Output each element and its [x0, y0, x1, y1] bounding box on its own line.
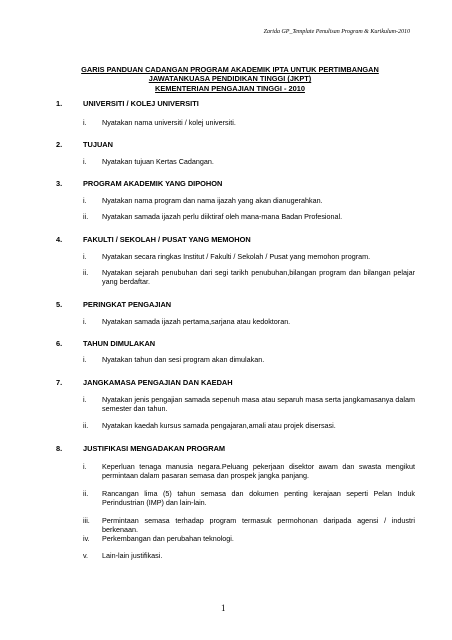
section-title: UNIVERSITI / KOLEJ UNIVERSITI: [83, 99, 199, 108]
item-numeral: i.: [83, 118, 87, 127]
list-item: [83, 516, 415, 535]
list-item: [83, 196, 415, 205]
section-number: 4.: [56, 235, 63, 244]
section-number: 2.: [56, 140, 63, 149]
item-text: Nyatakan jenis pengajian samada sepenuh masa atau separuh masa serta jangkamasanya dalam semester dan tahun.: [102, 395, 415, 414]
item-text: Nyatakan nama program dan nama ijazah yang akan dianugerahkan.: [102, 196, 323, 205]
item-numeral: ii.: [83, 268, 89, 277]
item-numeral: i.: [83, 196, 87, 205]
item-text: Nyatakan tahun dan sesi program akan dimulakan.: [102, 355, 265, 364]
section-number: 3.: [56, 179, 63, 188]
section-title: JANGKAMASA PENGAJIAN DAN KAEDAH: [83, 378, 233, 387]
item-numeral: i.: [83, 355, 87, 364]
title-line: KEMENTERIAN PENGAJIAN TINGGI - 2010: [155, 83, 305, 93]
item-text: Nyatakan tujuan Kertas Cadangan.: [102, 157, 214, 166]
list-item: [83, 551, 415, 560]
item-numeral: ii.: [83, 421, 89, 430]
item-numeral: iii.: [83, 516, 90, 525]
section-number: 1.: [56, 99, 63, 108]
list-item: [83, 534, 415, 543]
item-numeral: v.: [83, 551, 89, 560]
item-text: Nyatakan nama universiti / kolej universiti.: [102, 118, 236, 127]
item-text: Perkembangan dan perubahan teknologi.: [102, 534, 234, 543]
item-numeral: i.: [83, 317, 87, 326]
list-item: [83, 395, 415, 414]
item-text: Permintaan semasa terhadap program termasuk permohonan daripada agensi / industri berkenaan.: [102, 516, 415, 535]
section-number: 7.: [56, 378, 63, 387]
title-line: GARIS PANDUAN CADANGAN PROGRAM AKADEMIK IPTA UNTUK PERTIMBANGAN: [81, 65, 379, 74]
section-title: JUSTIFIKASI MENGADAKAN PROGRAM: [83, 444, 226, 453]
list-item: [83, 317, 415, 326]
item-numeral: i.: [83, 462, 87, 471]
section-title: PROGRAM AKADEMIK YANG DIPOHON: [83, 179, 223, 188]
item-text: Lain-lain justifikasi.: [102, 551, 163, 560]
item-text: Nyatakan samada ijazah pertama,sarjana atau kedoktoran.: [102, 317, 291, 326]
list-item: [83, 421, 415, 430]
section-title: FAKULTI / SEKOLAH / PUSAT YANG MEMOHON: [83, 235, 251, 244]
item-numeral: iv.: [83, 534, 90, 543]
header-note: Zarida GP_Template Penulisan Program & Kurikulum-2010: [263, 29, 410, 35]
section-number: 6.: [56, 339, 63, 348]
list-item: [83, 489, 415, 508]
list-item: [83, 118, 415, 127]
item-text: Keperluan tenaga manusia negara.Peluang pekerjaan disektor awam dan swasta mengikut permintaan dalam pasaran semasa dan prospek jangka panjang.: [102, 462, 415, 481]
item-text: Nyatakan secara ringkas Institut / Fakulti / Sekolah / Pusat yang memohon program.: [102, 252, 371, 261]
item-numeral: ii.: [83, 212, 89, 221]
item-text: Nyatakan kaedah kursus samada pengajaran,amali atau projek disersasi.: [102, 421, 336, 430]
section-title: TUJUAN: [83, 140, 113, 149]
section-title: TAHUN DIMULAKAN: [83, 339, 156, 348]
document-title: [40, 65, 420, 93]
list-item: [83, 252, 415, 261]
section-number: 5.: [56, 300, 63, 309]
list-item: [83, 157, 415, 166]
section-title: PERINGKAT PENGAJIAN: [83, 300, 172, 309]
list-item: [83, 268, 415, 287]
item-numeral: i.: [83, 157, 87, 166]
list-item: [83, 212, 415, 221]
section-number: 8.: [56, 444, 63, 453]
item-numeral: i.: [83, 395, 87, 404]
page-number: 1: [221, 603, 226, 613]
list-item: [83, 355, 415, 364]
item-text: Nyatakan samada ijazah perlu diiktiraf oleh mana-mana Badan Profesional.: [102, 212, 343, 221]
title-line: JAWATANKUASA PENDIDIKAN TINGGI (JKPT): [148, 74, 312, 84]
item-numeral: ii.: [83, 489, 89, 498]
item-text: Nyatakan sejarah penubuhan dari segi tarikh penubuhan,bilangan program dan bilangan pelajar yang berdaftar.: [102, 268, 415, 287]
item-numeral: i.: [83, 252, 87, 261]
list-item: [83, 462, 415, 481]
item-text: Rancangan lima (5) tahun semasa dan dokumen penting kerajaan seperti Pelan Induk Perindustrian (IMP) dan lain-lain.: [102, 489, 415, 508]
